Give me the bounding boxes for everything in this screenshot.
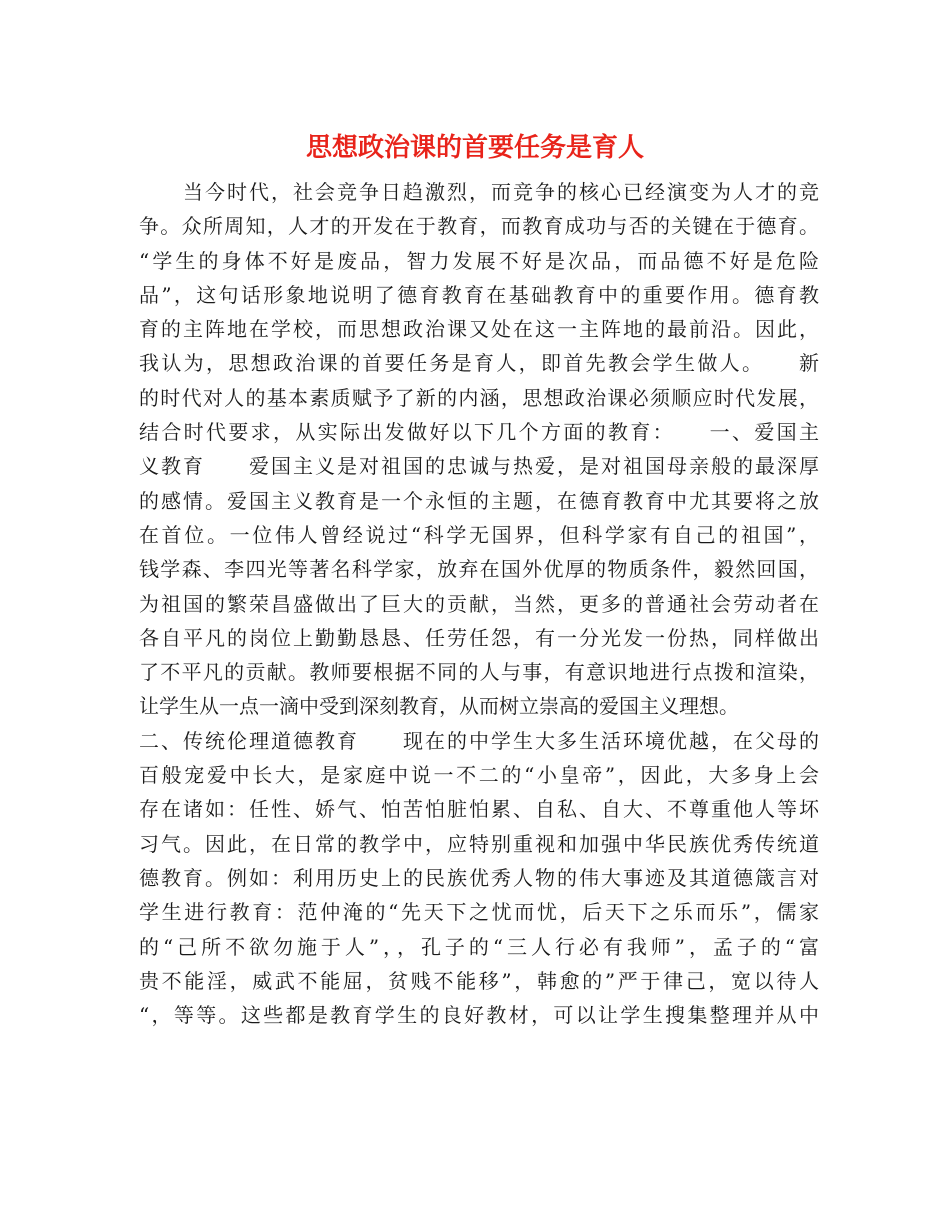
body-line: 学生进行教育：范仲淹的“先天下之忧而忧，后天下之乐而乐”，儒家: [139, 900, 819, 925]
body-line: 钱学森、李四光等著名科学家，放弃在国外优厚的物质条件，毅然回国，: [139, 557, 819, 582]
body-line: “，等等。这些都是教育学生的良好教材，可以让学生搜集整理并从中: [139, 1003, 819, 1028]
document-body: [139, 175, 819, 1032]
body-line: 我认为，思想政治课的首要任务是育人，即首先教会学生做人。 新: [139, 351, 819, 376]
body-line: 各自平凡的岗位上勤勤恳恳、任劳任怨，有一分光发一份热，同样做出: [139, 625, 819, 650]
body-line: 存在诸如：任性、娇气、怕苦怕脏怕累、自私、自大、不尊重他人等坏: [139, 797, 819, 822]
body-line: 让学生从一点一滴中受到深刻教育，从而树立崇高的爱国主义理想。: [139, 694, 739, 719]
body-line: 贵不能淫，威武不能屈，贫贱不能移”，韩愈的”严于律己，宽以待人: [139, 968, 819, 993]
body-line: 在首位。一位伟人曾经说过“科学无国界，但科学家有自己的祖国”，: [139, 522, 819, 547]
body-line: 育的主阵地在学校，而思想政治课又处在这一主阵地的最前沿。因此，: [139, 317, 819, 342]
body-line: 争。众所周知，人才的开发在于教育，而教育成功与否的关键在于德育。: [139, 214, 819, 239]
body-line: 的“己所不欲勿施于人”，，孔子的“三人行必有我师”，孟子的“富: [139, 934, 819, 959]
body-line: 品”，这句话形象地说明了德育教育在基础教育中的重要作用。德育教: [139, 282, 819, 307]
body-line: 德教育。例如：利用历史上的民族优秀人物的伟大事迹及其道德箴言对: [139, 865, 819, 890]
body-line: 百般宠爱中长大，是家庭中说一不二的“小皇帝”，因此，大多身上会: [139, 763, 819, 788]
body-line: 的感情。爱国主义教育是一个永恒的主题，在德育教育中尤其要将之放: [139, 488, 819, 513]
body-line: 为祖国的繁荣昌盛做出了巨大的贡献，当然，更多的普通社会劳动者在: [139, 591, 819, 616]
body-line: 结合时代要求，从实际出发做好以下几个方面的教育： 一、爱国主: [139, 420, 819, 445]
body-line: 了不平凡的贡献。教师要根据不同的人与事，有意识地进行点拨和渲染，: [139, 660, 819, 685]
body-line: 二、传统伦理道德教育 现在的中学生大多生活环境优越，在父母的: [139, 728, 819, 753]
body-line: 义教育 爱国主义是对祖国的忠诚与热爱，是对祖国母亲般的最深厚: [139, 454, 819, 479]
body-line: 当今时代，社会竞争日趋激烈，而竞争的核心已经演变为人才的竞: [139, 180, 819, 204]
body-line: “学生的身体不好是废品，智力发展不好是次品，而品德不好是危险: [139, 248, 819, 273]
document-title: 思想政治课的首要任务是育人: [305, 133, 644, 163]
body-line: 的时代对人的基本素质赋予了新的内涵，思想政治课必须顺应时代发展，: [139, 385, 819, 410]
body-line: 习气。因此，在日常的教学中，应特别重视和加强中华民族优秀传统道: [139, 831, 819, 856]
